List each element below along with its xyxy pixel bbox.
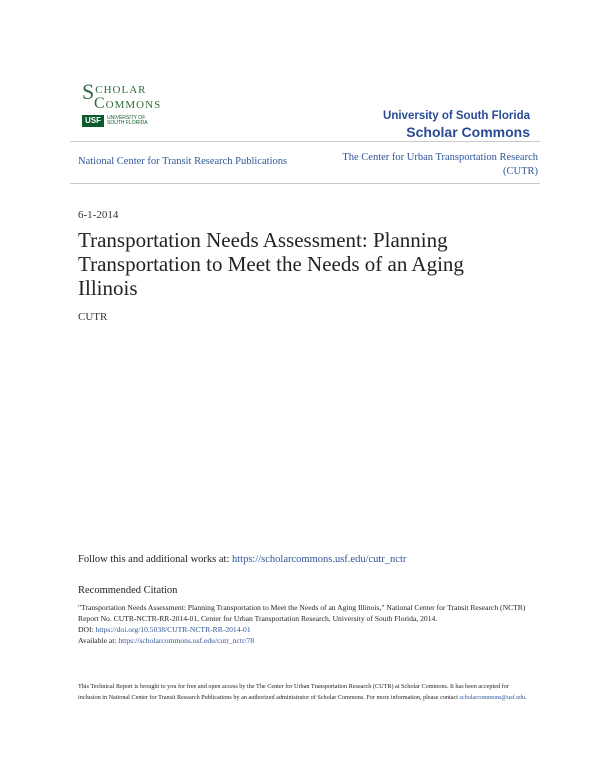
document-title: Transportation Needs Assessment: Planning Transportation to Meet the Needs of an Aging Illinois [78,228,464,300]
document-author: CUTR [78,311,108,323]
doi-label: DOI: [78,625,94,634]
logo-initial-c: C [94,95,106,112]
access-statement-text: This Technical Report is brought to you for free and open access by the The Center for Urban Transportation Research (CUTR) at Scholar Commons. It has been accepted for inclusion in National Center for Transit Research Publications by an authorized administrator of Scholar Commons. For more information, please contact [78,683,509,701]
logo-line-1-text: CHOLAR [95,84,147,96]
recommended-citation-heading: Recommended Citation [78,585,178,596]
university-name: University of South Florida [383,110,530,122]
available-label: Available at: [78,636,117,645]
logo-initial-s: S [82,79,96,104]
doi-link[interactable]: https://doi.org/10.5038/CUTR-NCTR-RR-2014-01 [95,625,251,634]
divider-bottom [70,183,540,184]
cutr-link-line-1: The Center for Urban Transportation Research [342,152,538,163]
follow-line [78,554,406,565]
usf-box: USF [82,115,104,127]
cutr-link[interactable] [318,151,538,179]
cutr-link-line-2: (CUTR) [503,166,538,177]
university-header [383,109,530,141]
usf-text-1: UNIVERSITY OF [107,115,146,121]
follow-url-link[interactable]: https://scholarcommons.usf.edu/cutr_nctr [232,554,407,565]
logo-line-2-text: OMMONS [105,99,162,111]
nctr-publications-link[interactable]: National Center for Transit Research Publications [78,156,288,167]
publication-date: 6-1-2014 [78,209,119,221]
usf-text-2: SOUTH FLORIDA [107,120,148,126]
logo-line-2 [94,95,162,112]
available-link[interactable]: https://scholarcommons.usf.edu/cutr_nctr/78 [118,636,255,645]
divider-top [70,141,540,142]
access-statement-end: . [525,694,527,701]
scholar-commons-logo [82,79,162,136]
citation-block [78,602,528,646]
access-statement [78,681,528,703]
repository-name: Scholar Commons [406,124,530,140]
usf-mark [82,115,162,127]
contact-email-link[interactable]: scholarcommons@usf.edu [459,694,526,701]
follow-prefix: Follow this and additional works at: [78,554,230,565]
citation-text: "Transportation Needs Assessment: Planning Transportation to Meet the Needs of an Aging Illinois," National Center for Transit Research (NCTR) Report No. CUTR-NCTR-RR-2014-01, Center for Urban Transportation Research, University of South Florida, 2014. [78,603,526,623]
usf-text [107,116,148,126]
